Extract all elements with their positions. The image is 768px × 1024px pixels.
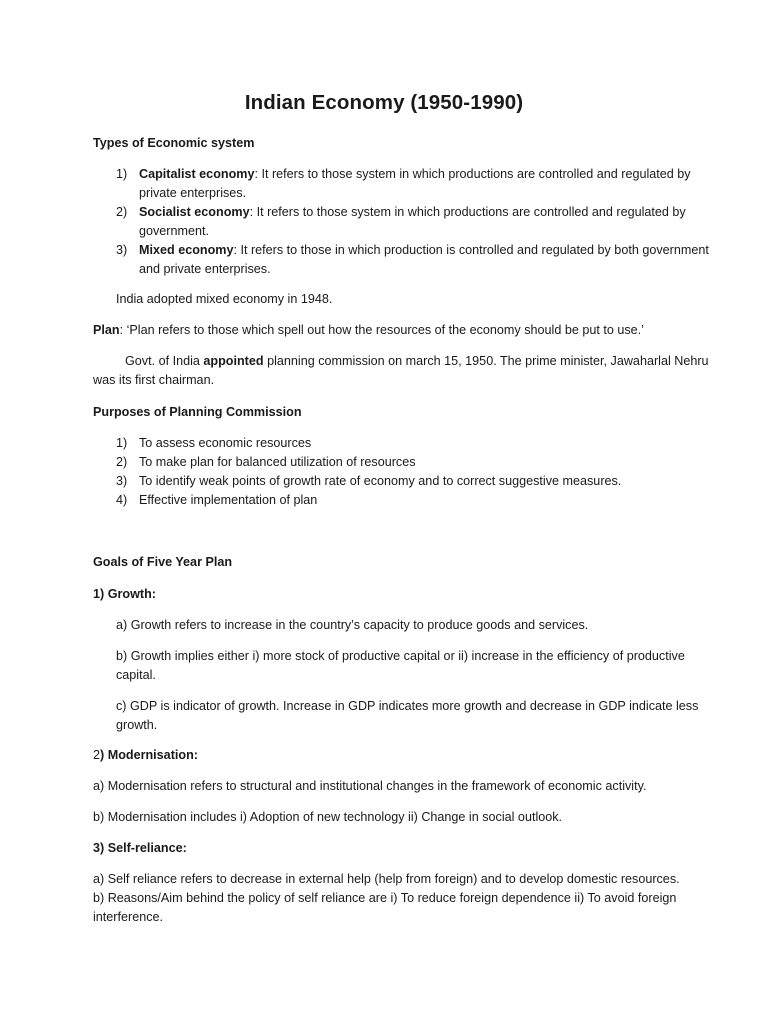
govt-paragraph bbox=[93, 352, 713, 390]
term: Capitalist economy bbox=[139, 167, 255, 181]
self-reliance-point-b: b) Reasons/Aim behind the policy of self reliance are i) To reduce foreign dependence ii) To avoid foreign interference. bbox=[93, 891, 677, 924]
growth-point-b: b) Growth implies either i) more stock of productive capital or ii) increase in the efficiency of productive capital. bbox=[116, 649, 685, 682]
term-description: : It refers to those system in which productions are controlled and regulated by government. bbox=[139, 205, 686, 238]
list-text: To identify weak points of growth rate of economy and to correct suggestive measures. bbox=[139, 474, 622, 488]
plan-definition bbox=[93, 321, 713, 340]
list-text: Effective implementation of plan bbox=[139, 493, 318, 507]
term: Socialist economy bbox=[139, 205, 250, 219]
term: Mixed economy bbox=[139, 243, 234, 257]
list-text bbox=[139, 203, 714, 241]
types-heading: Types of Economic system bbox=[93, 136, 255, 150]
list-number: 3) bbox=[116, 243, 128, 257]
self-reliance-heading: 3) Self-reliance: bbox=[93, 841, 187, 855]
list-number: 2) bbox=[116, 205, 128, 219]
plan-label: Plan bbox=[93, 323, 120, 337]
govt-text-post: planning commission on march 15, 1950. The prime minister, Jawaharlal Nehru was its first chairman. bbox=[93, 354, 709, 387]
govt-text-bold: appointed bbox=[203, 354, 264, 368]
list-text: To assess economic resources bbox=[139, 436, 312, 450]
goals-heading: Goals of Five Year Plan bbox=[93, 555, 233, 569]
self-reliance-point-a: a) Self reliance refers to decrease in external help (help from foreign) and to develop domestic resources. bbox=[93, 872, 680, 886]
list-number: 1) bbox=[116, 167, 128, 181]
modernisation-number: 2 bbox=[93, 748, 101, 762]
list-text bbox=[139, 165, 714, 203]
govt-text-pre: Govt. of India bbox=[125, 354, 204, 368]
list-number: 1) bbox=[116, 436, 128, 450]
term-description: : It refers to those system in which productions are controlled and regulated by private enterprises. bbox=[139, 167, 691, 200]
list-number: 3) bbox=[116, 474, 128, 488]
growth-heading: 1) Growth: bbox=[93, 587, 156, 601]
list-text: To make plan for balanced utilization of resources bbox=[139, 455, 416, 469]
modernisation-point-a: a) Modernisation refers to structural and institutional changes in the framework of economic activity. bbox=[93, 779, 647, 793]
modernisation-heading bbox=[93, 746, 713, 765]
list-number: 4) bbox=[116, 493, 128, 507]
modernisation-title: ) Modernisation: bbox=[100, 748, 198, 762]
list-number: 2) bbox=[116, 455, 128, 469]
plan-text: : ‘Plan refers to those which spell out how the resources of the economy should be put to use.’ bbox=[119, 323, 644, 337]
growth-point-c: c) GDP is indicator of growth. Increase in GDP indicates more growth and decrease in GDP indicate less growth. bbox=[116, 699, 699, 732]
modernisation-point-b: b) Modernisation includes i) Adoption of new technology ii) Change in social outlook. bbox=[93, 810, 563, 824]
growth-point-a: a) Growth refers to increase in the country’s capacity to produce goods and services. bbox=[116, 618, 589, 632]
document-title: Indian Economy (1950-1990) bbox=[244, 91, 524, 114]
mixed-economy-note: India adopted mixed economy in 1948. bbox=[116, 292, 333, 306]
term-description: : It refers to those in which production is controlled and regulated by both government and private enterprises. bbox=[139, 243, 709, 276]
purposes-heading: Purposes of Planning Commission bbox=[93, 405, 302, 419]
list-text bbox=[139, 241, 714, 279]
